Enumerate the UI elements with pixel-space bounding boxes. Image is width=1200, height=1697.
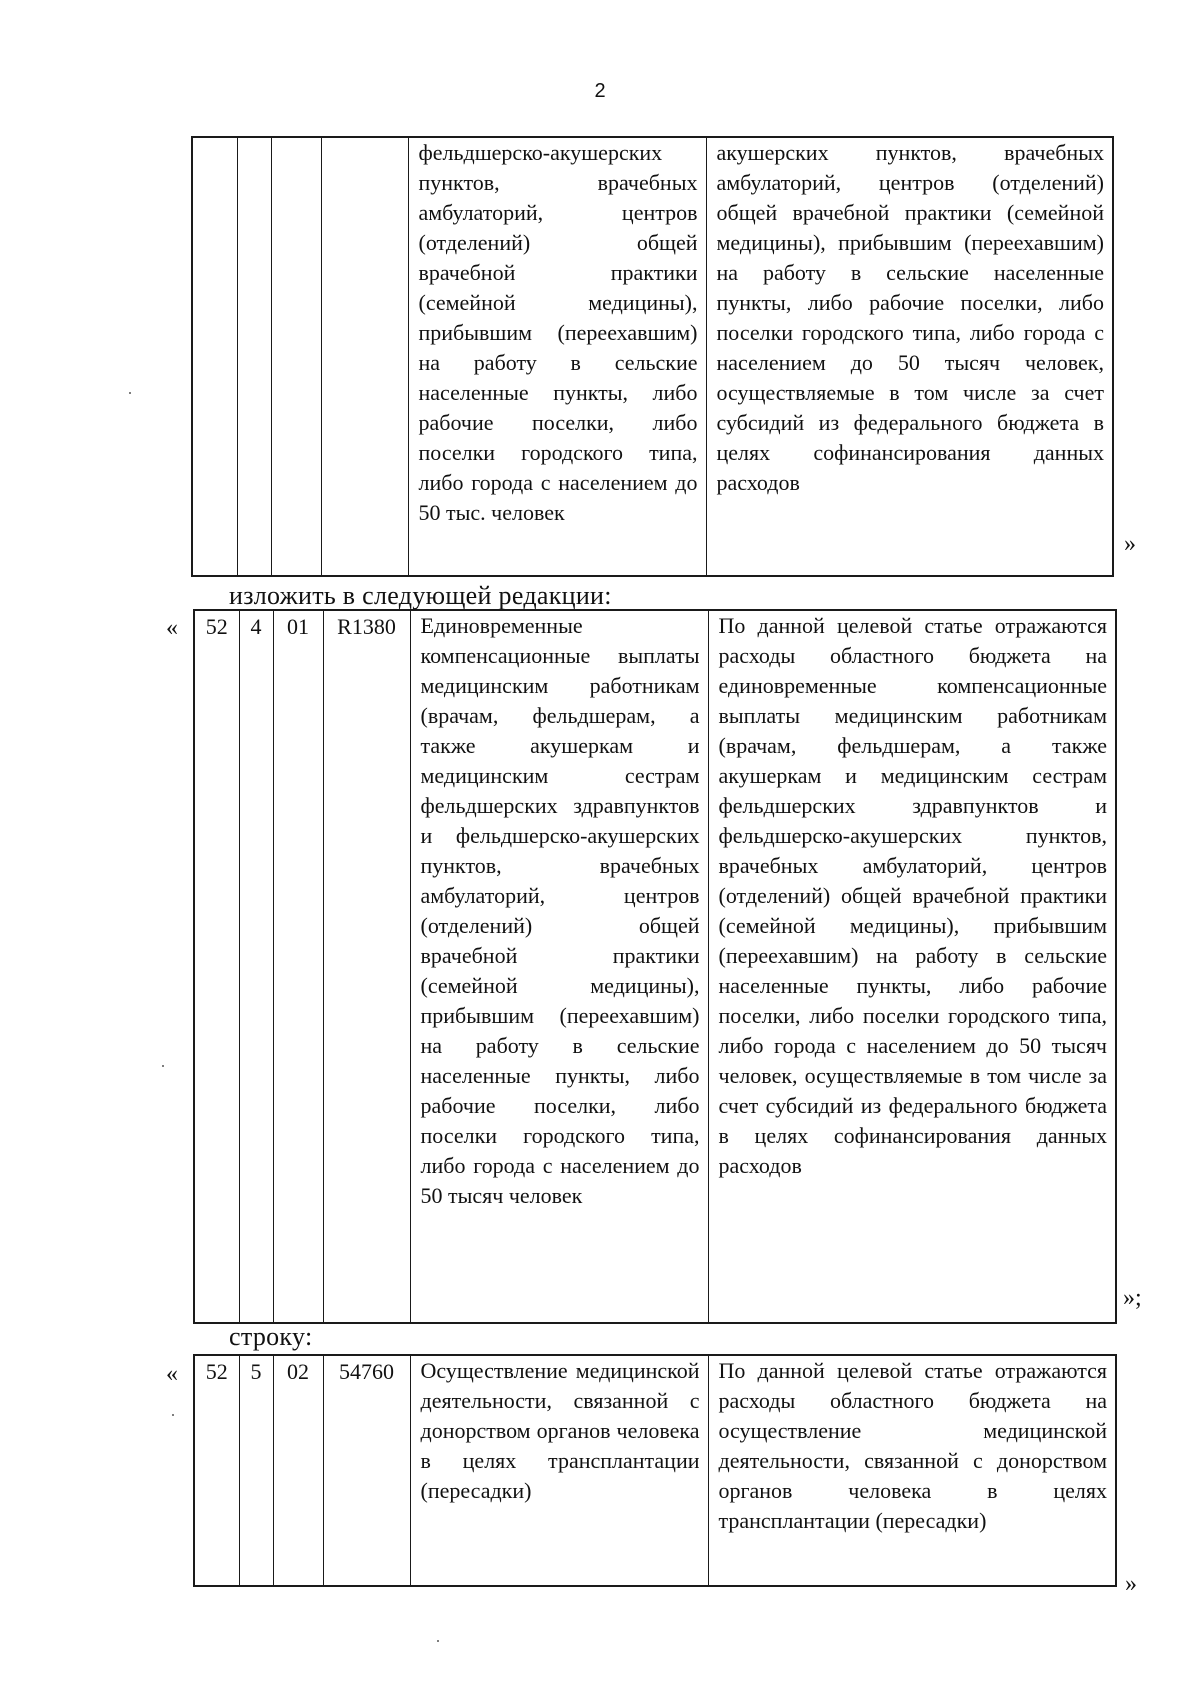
table-block-1	[191, 136, 1114, 577]
scan-speck	[162, 1065, 164, 1067]
code-event: 01	[273, 610, 323, 1323]
table-row	[192, 137, 1113, 576]
page-number: 2	[594, 80, 606, 102]
instruction-row: строку:	[229, 1322, 313, 1351]
code-direction: R1380	[323, 610, 410, 1323]
target-article-name: Осуществление медицинской деятельности, связанной с донорством органов человека в целях трансплантации (пересадки)	[410, 1355, 708, 1586]
target-article-name: Единовременные компенсационные выплаты медицинским работникам (врачам, фельдшерам, а также акушеркам и медицинским сестрам фельдшерских здравпунктов и фельдшерско-акушерских пунктов, врачебных амбулаторий, центров (отделений) общей врачебной практики (семейной медицины), прибывшим (переехавшим) на работу в сельские населенные пункты, либо рабочие поселки, либо поселки городского типа, либо города с населением до 50 тысяч человек	[410, 610, 708, 1323]
open-quote-3: «	[166, 1361, 178, 1387]
target-article-description: акушерских пунктов, врачебных амбулаторий, центров (отделений) общей врачебной практики (семейной медицины), прибывшим (переехавшим) на работу в сельские населенные пункты, либо рабочие поселки, либо поселки городского типа, либо города с населением до 50 тысяч человек, осуществляемые в том числе за счет субсидий из федерального бюджета в целях софинансирования данных расходов	[706, 137, 1113, 576]
code-program	[192, 137, 237, 576]
close-quote-1: »	[1124, 531, 1136, 557]
code-subprogram: 4	[239, 610, 273, 1323]
target-article-description: По данной целевой статье отражаются расходы областного бюджета на единовременные компенсационные выплаты медицинским работникам (врачам, фельдшерам, а также акушеркам и медицинским сестрам фельдшерских здравпунктов и фельдшерско-акушерских пунктов, врачебных амбулаторий, центров (отделений) общей врачебной практики (семейной медицины), прибывшим (переехавшим) на работу в сельские населенные пункты, либо рабочие поселки, либо поселки городского типа, либо города с населением до 50 тысяч человек, осуществляемые в том числе за счет субсидий из федерального бюджета в целях софинансирования данных расходов	[708, 610, 1116, 1323]
table-block-3	[193, 1354, 1117, 1587]
code-direction: 54760	[323, 1355, 410, 1586]
open-quote-2: «	[166, 615, 178, 641]
code-subprogram	[237, 137, 271, 576]
code-event	[271, 137, 321, 576]
table-block-2	[193, 609, 1117, 1324]
target-article-name: фельдшерско-акушерских пунктов, врачебных амбулаторий, центров (отделений) общей врачебной практики (семейной медицины), прибывшим (переехавшим) на работу в сельские населенные пункты, либо рабочие поселки, либо поселки городского типа, либо города с населением до 50 тыс. человек	[408, 137, 706, 576]
table-row	[194, 610, 1116, 1323]
close-quote-3: »	[1125, 1571, 1137, 1597]
close-quote-2: »;	[1123, 1285, 1142, 1311]
code-program: 52	[194, 610, 239, 1323]
code-subprogram: 5	[239, 1355, 273, 1586]
target-article-description: По данной целевой статье отражаются расходы областного бюджета на осуществление медицинской деятельности, связанной с донорством органов человека в целях трансплантации (пересадки)	[708, 1355, 1116, 1586]
scan-speck	[437, 1640, 439, 1642]
table-row	[194, 1355, 1116, 1586]
code-direction	[321, 137, 408, 576]
scan-speck	[129, 392, 131, 394]
code-program: 52	[194, 1355, 239, 1586]
scan-speck	[172, 1414, 174, 1416]
instruction-new-edition: изложить в следующей редакции:	[229, 581, 612, 610]
code-event: 02	[273, 1355, 323, 1586]
